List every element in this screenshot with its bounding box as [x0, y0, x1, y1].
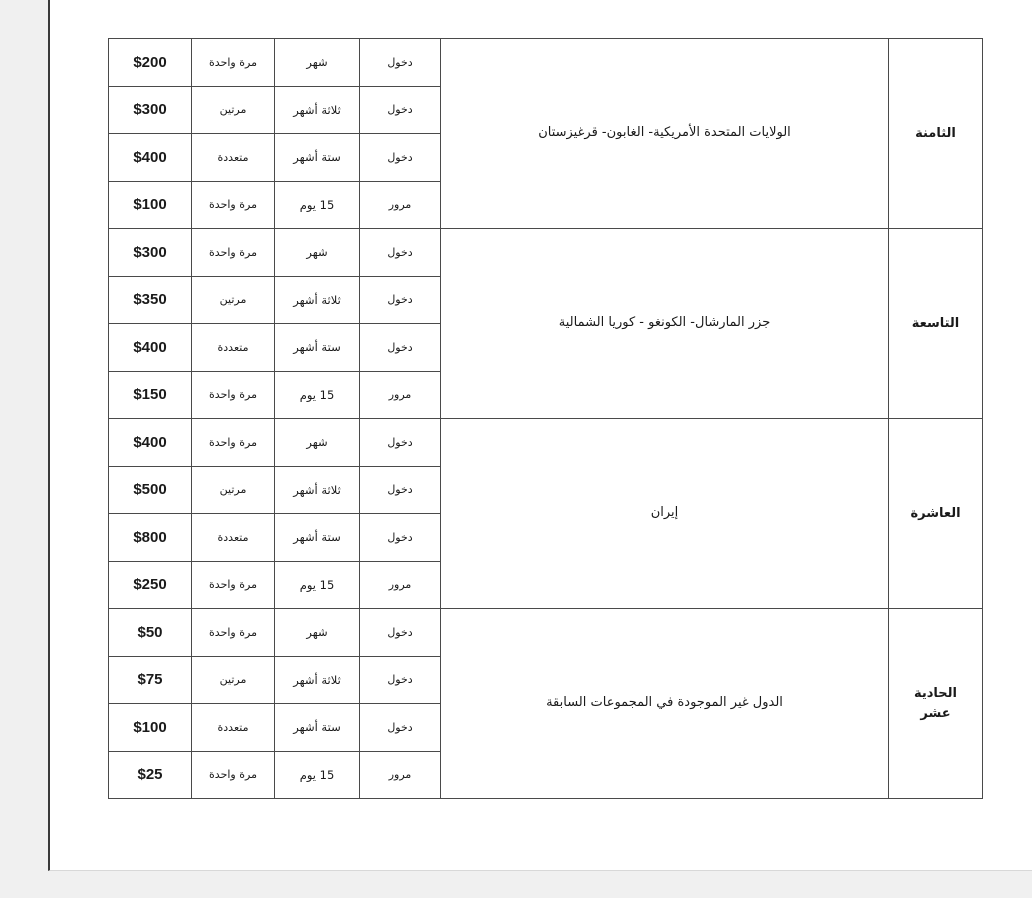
- entries-cell: [192, 656, 275, 704]
- duration-cell: [275, 324, 360, 372]
- duration-cell: [275, 466, 360, 514]
- visa-type-cell: [360, 39, 441, 87]
- price-cell: [109, 39, 192, 87]
- duration-cell: [275, 371, 360, 419]
- price-cell-text: $100: [133, 718, 167, 736]
- entries-cell-text: مرة واحدة: [209, 245, 257, 259]
- entries-cell-text: مرة واحدة: [209, 388, 257, 402]
- visa-type-cell-text: دخول: [387, 293, 413, 307]
- table-row: [109, 229, 983, 277]
- price-cell-text: $50: [137, 623, 163, 641]
- visa-type-cell-text: مرور: [388, 198, 412, 212]
- countries-cell-text: الدول غير الموجودة في المجموعات السابقة: [546, 695, 783, 711]
- price-cell-text: $250: [133, 576, 167, 594]
- price-cell: [109, 324, 192, 372]
- duration-cell-text: 15 يوم: [299, 577, 335, 592]
- price-cell: [109, 751, 192, 799]
- group-name-cell-text: الثامنة: [915, 125, 956, 141]
- price-cell: [109, 466, 192, 514]
- entries-cell-text: متعددة: [217, 150, 249, 164]
- visa-fee-table: [108, 38, 983, 799]
- duration-cell: [275, 229, 360, 277]
- price-cell-text: $350: [133, 291, 167, 309]
- duration-cell-text: ستة أشهر: [293, 150, 341, 165]
- visa-type-cell: [360, 561, 441, 609]
- price-cell-text: $75: [137, 671, 163, 689]
- entries-cell: [192, 181, 275, 229]
- price-cell: [109, 561, 192, 609]
- duration-cell-text: ثلاثة أشهر: [293, 102, 341, 117]
- visa-type-cell-text: دخول: [387, 245, 413, 259]
- visa-type-cell-text: دخول: [387, 103, 413, 117]
- countries-cell: [441, 419, 889, 609]
- visa-type-cell-text: دخول: [387, 150, 413, 164]
- entries-cell-text: مرة واحدة: [209, 768, 257, 782]
- duration-cell-text: 15 يوم: [299, 767, 335, 782]
- price-cell: [109, 704, 192, 752]
- duration-cell: [275, 656, 360, 704]
- duration-cell-text: شهر: [306, 55, 328, 70]
- price-cell: [109, 656, 192, 704]
- countries-cell: [441, 609, 889, 799]
- visa-type-cell: [360, 181, 441, 229]
- visa-type-cell-text: دخول: [387, 55, 413, 69]
- visa-type-cell: [360, 466, 441, 514]
- duration-cell-text: ستة أشهر: [293, 340, 341, 355]
- visa-type-cell: [360, 134, 441, 182]
- visa-type-cell: [360, 704, 441, 752]
- price-cell-text: $500: [133, 481, 167, 499]
- visa-type-cell-text: دخول: [387, 625, 413, 639]
- visa-type-cell: [360, 419, 441, 467]
- entries-cell-text: مرة واحدة: [209, 625, 257, 639]
- price-cell: [109, 276, 192, 324]
- visa-type-cell-text: دخول: [387, 673, 413, 687]
- entries-cell-text: مرة واحدة: [209, 198, 257, 212]
- entries-cell: [192, 561, 275, 609]
- entries-cell: [192, 466, 275, 514]
- price-cell-text: $200: [133, 53, 167, 71]
- entries-cell: [192, 704, 275, 752]
- price-cell: [109, 609, 192, 657]
- group-name-cell: [889, 39, 983, 229]
- entries-cell-text: مرة واحدة: [209, 435, 257, 449]
- duration-cell-text: ثلاثة أشهر: [293, 482, 341, 497]
- duration-cell-text: ستة أشهر: [293, 720, 341, 735]
- price-cell-text: $25: [137, 766, 163, 784]
- entries-cell-text: مرتين: [219, 483, 247, 497]
- entries-cell-text: مرتين: [219, 293, 247, 307]
- duration-cell-text: ستة أشهر: [293, 530, 341, 545]
- visa-type-cell-text: دخول: [387, 435, 413, 449]
- group-name-cell-text: العاشرة: [910, 505, 961, 521]
- duration-cell-text: شهر: [306, 245, 328, 260]
- table-row: [109, 419, 983, 467]
- duration-cell: [275, 751, 360, 799]
- duration-cell-text: 15 يوم: [299, 197, 335, 212]
- price-cell-text: $800: [133, 528, 167, 546]
- visa-type-cell: [360, 656, 441, 704]
- entries-cell: [192, 276, 275, 324]
- price-cell: [109, 514, 192, 562]
- entries-cell-text: مرتين: [219, 673, 247, 687]
- entries-cell: [192, 751, 275, 799]
- price-cell: [109, 86, 192, 134]
- entries-cell-text: مرة واحدة: [209, 578, 257, 592]
- table-row: [109, 39, 983, 87]
- entries-cell-text: مرتين: [219, 103, 247, 117]
- visa-type-cell: [360, 229, 441, 277]
- group-name-cell-text: الحادية عشر: [913, 686, 958, 721]
- duration-cell: [275, 86, 360, 134]
- group-name-cell: [889, 229, 983, 419]
- visa-type-cell-text: دخول: [387, 483, 413, 497]
- duration-cell-text: شهر: [306, 625, 328, 640]
- price-cell-text: $400: [133, 338, 167, 356]
- price-cell-text: $400: [133, 148, 167, 166]
- countries-cell-text: الولايات المتحدة الأمريكية- الغابون- قرغيزستان: [538, 125, 791, 141]
- entries-cell-text: متعددة: [217, 530, 249, 544]
- price-cell: [109, 229, 192, 277]
- visa-type-cell-text: دخول: [387, 530, 413, 544]
- visa-type-cell: [360, 324, 441, 372]
- duration-cell: [275, 561, 360, 609]
- entries-cell: [192, 39, 275, 87]
- entries-cell: [192, 609, 275, 657]
- duration-cell: [275, 276, 360, 324]
- price-cell: [109, 371, 192, 419]
- entries-cell: [192, 324, 275, 372]
- countries-cell: [441, 229, 889, 419]
- table-row: [109, 609, 983, 657]
- price-cell-text: $150: [133, 386, 167, 404]
- entries-cell: [192, 371, 275, 419]
- countries-cell-text: إيران: [650, 505, 679, 521]
- visa-type-cell-text: دخول: [387, 720, 413, 734]
- document-page: [48, 0, 1032, 871]
- price-cell-text: $100: [133, 196, 167, 214]
- price-cell: [109, 419, 192, 467]
- price-cell-text: $300: [133, 243, 167, 261]
- entries-cell: [192, 134, 275, 182]
- duration-cell-text: 15 يوم: [299, 387, 335, 402]
- entries-cell: [192, 229, 275, 277]
- group-name-cell: [889, 419, 983, 609]
- duration-cell: [275, 39, 360, 87]
- price-cell-text: $400: [133, 433, 167, 451]
- entries-cell: [192, 514, 275, 562]
- entries-cell-text: متعددة: [217, 340, 249, 354]
- price-cell: [109, 181, 192, 229]
- duration-cell-text: ثلاثة أشهر: [293, 672, 341, 687]
- price-cell-text: $300: [133, 101, 167, 119]
- duration-cell: [275, 181, 360, 229]
- visa-type-cell: [360, 86, 441, 134]
- visa-type-cell-text: دخول: [387, 340, 413, 354]
- entries-cell-text: مرة واحدة: [209, 55, 257, 69]
- duration-cell: [275, 704, 360, 752]
- group-name-cell: [889, 609, 983, 799]
- visa-type-cell: [360, 276, 441, 324]
- duration-cell: [275, 514, 360, 562]
- duration-cell: [275, 134, 360, 182]
- duration-cell-text: ثلاثة أشهر: [293, 292, 341, 307]
- visa-type-cell-text: مرور: [388, 768, 412, 782]
- price-cell: [109, 134, 192, 182]
- visa-type-cell-text: مرور: [388, 578, 412, 592]
- group-name-cell-text: التاسعة: [911, 315, 960, 331]
- countries-cell: [441, 39, 889, 229]
- duration-cell: [275, 419, 360, 467]
- countries-cell-text: جزر المارشال- الكونغو - كوريا الشمالية: [558, 315, 771, 331]
- entries-cell: [192, 419, 275, 467]
- visa-type-cell: [360, 609, 441, 657]
- visa-type-cell-text: مرور: [388, 388, 412, 402]
- entries-cell-text: متعددة: [217, 720, 249, 734]
- visa-fee-table-container: [108, 38, 983, 799]
- duration-cell: [275, 609, 360, 657]
- visa-type-cell: [360, 371, 441, 419]
- duration-cell-text: شهر: [306, 435, 328, 450]
- visa-type-cell: [360, 514, 441, 562]
- entries-cell: [192, 86, 275, 134]
- visa-type-cell: [360, 751, 441, 799]
